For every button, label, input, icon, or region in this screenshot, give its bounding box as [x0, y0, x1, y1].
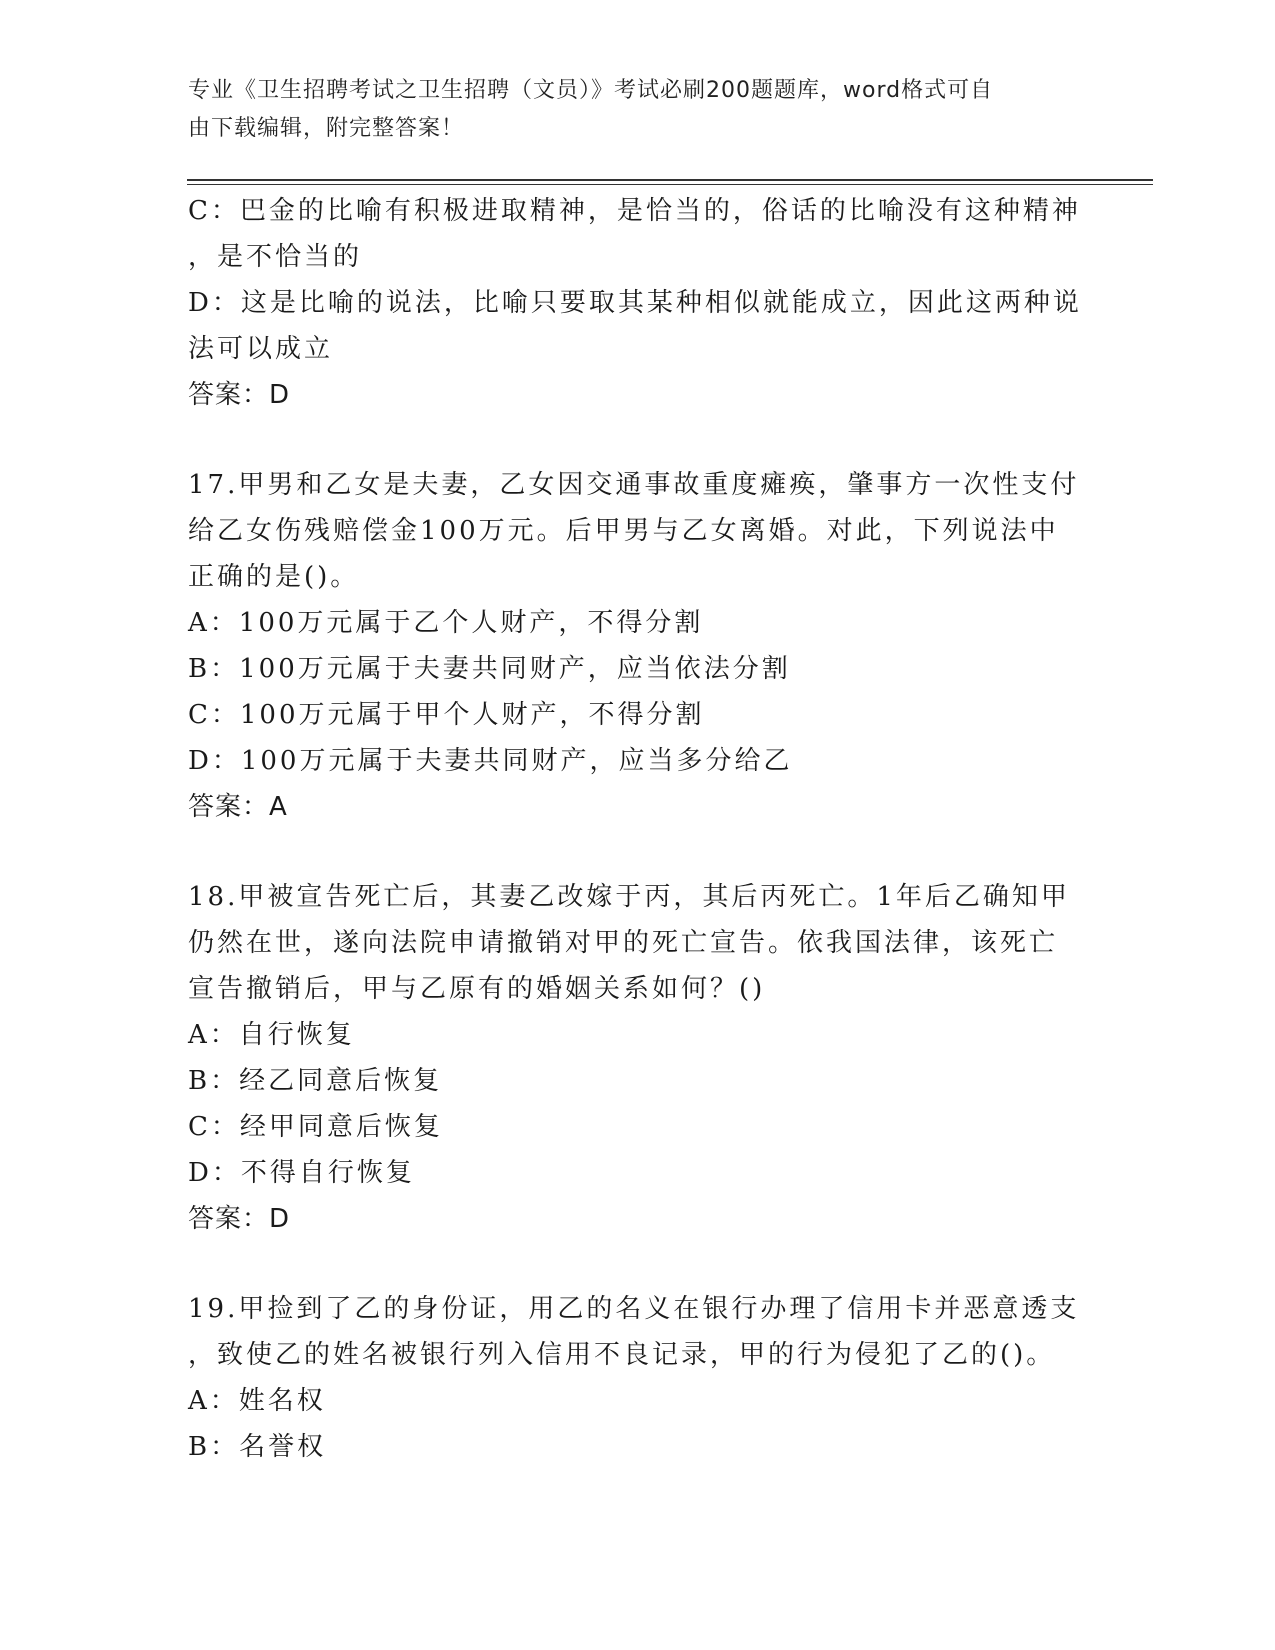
header-line-2: 由下载编辑，附完整答案！: [188, 116, 465, 141]
question-18: [188, 874, 1078, 1242]
option-d-continued: 法可以成立: [188, 334, 334, 364]
option-b: B：100万元属于夫妻共同财产，应当依法分割: [188, 654, 791, 684]
question-list: [188, 188, 1082, 1470]
option-c: C：100万元属于甲个人财产，不得分割: [188, 700, 705, 730]
question-19: [188, 1286, 1078, 1470]
answer: 答案：D: [188, 1204, 291, 1234]
option-a: A：100万元属于乙个人财产，不得分割: [188, 608, 704, 638]
question-stem: 17.甲男和乙女是夫妻，乙女因交通事故重度瘫痪，肇事方一次性支付: [188, 470, 1080, 500]
option-c: C：经甲同意后恢复: [188, 1112, 443, 1142]
option-c: C：巴金的比喻有积极进取精神，是恰当的，俗话的比喻没有这种精神: [188, 196, 1081, 226]
question-17: [188, 462, 1078, 830]
question-stem-continued: 仍然在世，遂向法院申请撤销对甲的死亡宣告。依我国法律，该死亡: [188, 928, 1059, 958]
question-16-tail: [188, 188, 1082, 418]
option-d: D：不得自行恢复: [188, 1158, 415, 1188]
header-rule-thin: [187, 184, 1153, 185]
document-header: [188, 72, 1068, 148]
option-a: A：姓名权: [188, 1386, 326, 1416]
question-stem-continued: 宣告撤销后，甲与乙原有的婚姻关系如何？(): [188, 974, 766, 1004]
option-d: D：100万元属于夫妻共同财产，应当多分给乙: [188, 746, 793, 776]
answer: 答案：A: [188, 792, 288, 822]
question-stem-continued: 正确的是()。: [188, 562, 360, 592]
option-b: B：经乙同意后恢复: [188, 1066, 443, 1096]
question-stem: 19.甲捡到了乙的身份证，用乙的名义在银行办理了信用卡并恶意透支: [188, 1294, 1080, 1324]
question-stem-continued: ，致使乙的姓名被银行列入信用不良记录，甲的行为侵犯了乙的()。: [188, 1340, 1056, 1370]
option-d: D：这是比喻的说法，比喻只要取其某种相似就能成立，因此这两种说: [188, 288, 1082, 318]
header-rule-thick: [187, 179, 1153, 181]
option-c-continued: ，是不恰当的: [188, 242, 363, 272]
option-a: A：自行恢复: [188, 1020, 355, 1050]
spacer: [188, 830, 1078, 874]
question-stem-continued: 给乙女伤残赔偿金100万元。后甲男与乙女离婚。对此，下列说法中: [188, 516, 1059, 546]
answer: 答案：D: [188, 380, 291, 410]
spacer: [188, 418, 1078, 462]
question-stem: 18.甲被宣告死亡后，其妻乙改嫁于丙，其后丙死亡。1年后乙确知甲: [188, 882, 1070, 912]
option-b: B：名誉权: [188, 1432, 327, 1462]
spacer: [188, 1242, 1078, 1286]
header-line-1: 专业《卫生招聘考试之卫生招聘（文员）》考试必刷200题题库，word格式可自: [188, 78, 994, 103]
